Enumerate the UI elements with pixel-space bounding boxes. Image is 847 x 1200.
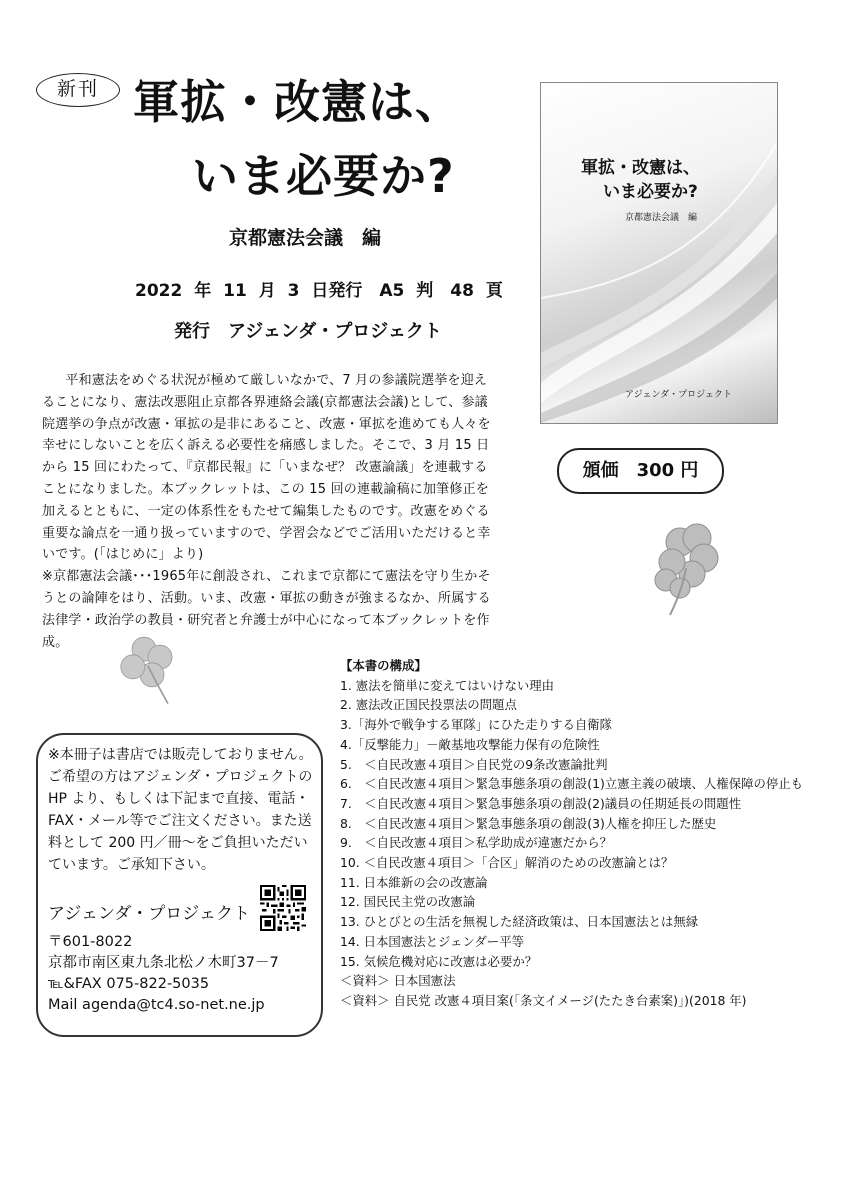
book-title-line2: いま必要か?: [192, 149, 455, 203]
toc-item: ＜資料＞ 日本国憲法: [340, 973, 456, 989]
street-address: 京都市南区東九条北松ノ木町37－7: [48, 955, 279, 971]
order-notice: ※本冊子は書店では販売しておりません。ご希望の方はアジェンダ・プロジェクトの HP より、もしくは下記まで直接、電話・FAX・メール等でご注文ください。また送料として 200 円／冊～をご負担いただいています。ご承知下さい。: [48, 747, 313, 873]
intro-note: ※京都憲法会議･･･1965年に創設され、これまで京都にて憲法を守り生かそうとの論陣をはり、活動。いま、改憲・軍拡の動きが強まるなか、所属する法律学・政治学の教員・研究者と弁護士が中心になって本ブックレットを作成。: [42, 569, 491, 650]
cover-title-line1: 軍拡・改憲は、: [581, 158, 700, 178]
toc-item: 8. ＜自民改憲４項目＞緊急事態条項の創設(3)人権を抑圧した歴史: [340, 815, 717, 831]
toc-item: 7. ＜自民改憲４項目＞緊急事態条項の創設(2)議員の任期延長の問題性: [340, 795, 742, 811]
new-release-badge: 新刊: [36, 73, 120, 107]
publication-info: 2022 年 11 月 3 日発行 A5 判 48 頁: [135, 281, 503, 301]
toc-item: 5. ＜自民改憲４項目＞自民党の9条改憲論批判: [340, 756, 608, 772]
publisher-line: 発行 アジェンダ・プロジェクト: [174, 321, 442, 342]
book-title-line1: 軍拡・改憲は、: [133, 75, 462, 129]
toc-item: 3.「海外で戦争する軍隊」にひた走りする自衛隊: [340, 717, 613, 733]
cover-title-line2: いま必要か?: [603, 182, 698, 202]
price-badge: 頒価 300 円: [557, 448, 724, 494]
toc-item: 14. 日本国憲法とジェンダー平等: [340, 933, 524, 949]
toc-heading: 【本書の構成】: [340, 658, 427, 673]
cover-editor: 京都憲法会議 編: [625, 213, 698, 223]
tel-fax: ℡&FAX 075-822-5035: [48, 976, 210, 992]
toc-item: 6. ＜自民改憲４項目＞緊急事態条項の創設(1)立憲主義の破壊、人権保障の停止も: [340, 776, 804, 792]
toc-item: 15. 気候危機対応に改憲は必要か？: [340, 953, 538, 969]
qr-code[interactable]: [260, 885, 306, 931]
email-address[interactable]: Mail agenda@tc4.so-net.ne.jp: [48, 997, 265, 1013]
toc-item: 11. 日本維新の会の改憲論: [340, 874, 488, 890]
postal-code: 〒601-8022: [48, 934, 133, 950]
intro-text: [42, 370, 500, 653]
toc-item: 4.「反撃能力」－敵基地攻撃能力保有の危険性: [340, 736, 600, 752]
toc-item: 9. ＜自民改憲４項目＞私学助成が違憲だから？: [340, 835, 613, 851]
order-info-box: [36, 733, 323, 1037]
toc-item: 10. ＜自民改憲４項目＞「合区」解消のための改憲論とは？: [340, 855, 674, 871]
toc-item: 1. 憲法を簡単に変えてはいけない理由: [340, 677, 555, 693]
table-of-contents: [340, 656, 820, 1011]
book-cover-image: [540, 82, 778, 424]
clover-icon: [112, 630, 192, 710]
cover-wave-pattern: [541, 83, 777, 423]
editor-line: 京都憲法会議 編: [229, 227, 382, 249]
intro-paragraph: 平和憲法をめぐる状況が極めて厳しいなかで、7 月の参議院選挙を迎えることになり、憲法改悪阻止京都各界連絡会議(京都憲法会議)として、参議院選挙の争点が改憲・軍拡の是非にあること、改憲・軍拡を進めても人々を幸せにしないことを広く訴える必要性を痛感しました。そこで、3 月 15 日から 15 回にわたって、『京都民報』に「いまなぜ？ 改憲論議」を連載することになりました。本ブックレットは、この 15 回の連載論稿に加筆修正を加えるとともに、一定の体系性をもたせて編集したものです。改憲をめぐる重要な論点を一通り扱っていますので、学習会などでご活用いただけると幸いです。(「はじめに」より): [42, 373, 491, 563]
clover-icon: [642, 520, 742, 620]
order-publisher: アジェンダ・プロジェクト: [48, 904, 250, 924]
toc-item: 12. 国民民主党の改憲論: [340, 894, 476, 910]
contact-address: [48, 932, 279, 1016]
toc-item: 13. ひとびとの生活を無視した経済政策は、日本国憲法とは無縁: [340, 914, 699, 930]
toc-item: ＜資料＞ 自民党 改憲４項目案(「条文イメージ(たたき台素案)」)(2018 年): [340, 992, 747, 1008]
toc-item: 2. 憲法改正国民投票法の問題点: [340, 697, 517, 713]
cover-publisher: アジェンダ・プロジェクト: [625, 390, 732, 400]
